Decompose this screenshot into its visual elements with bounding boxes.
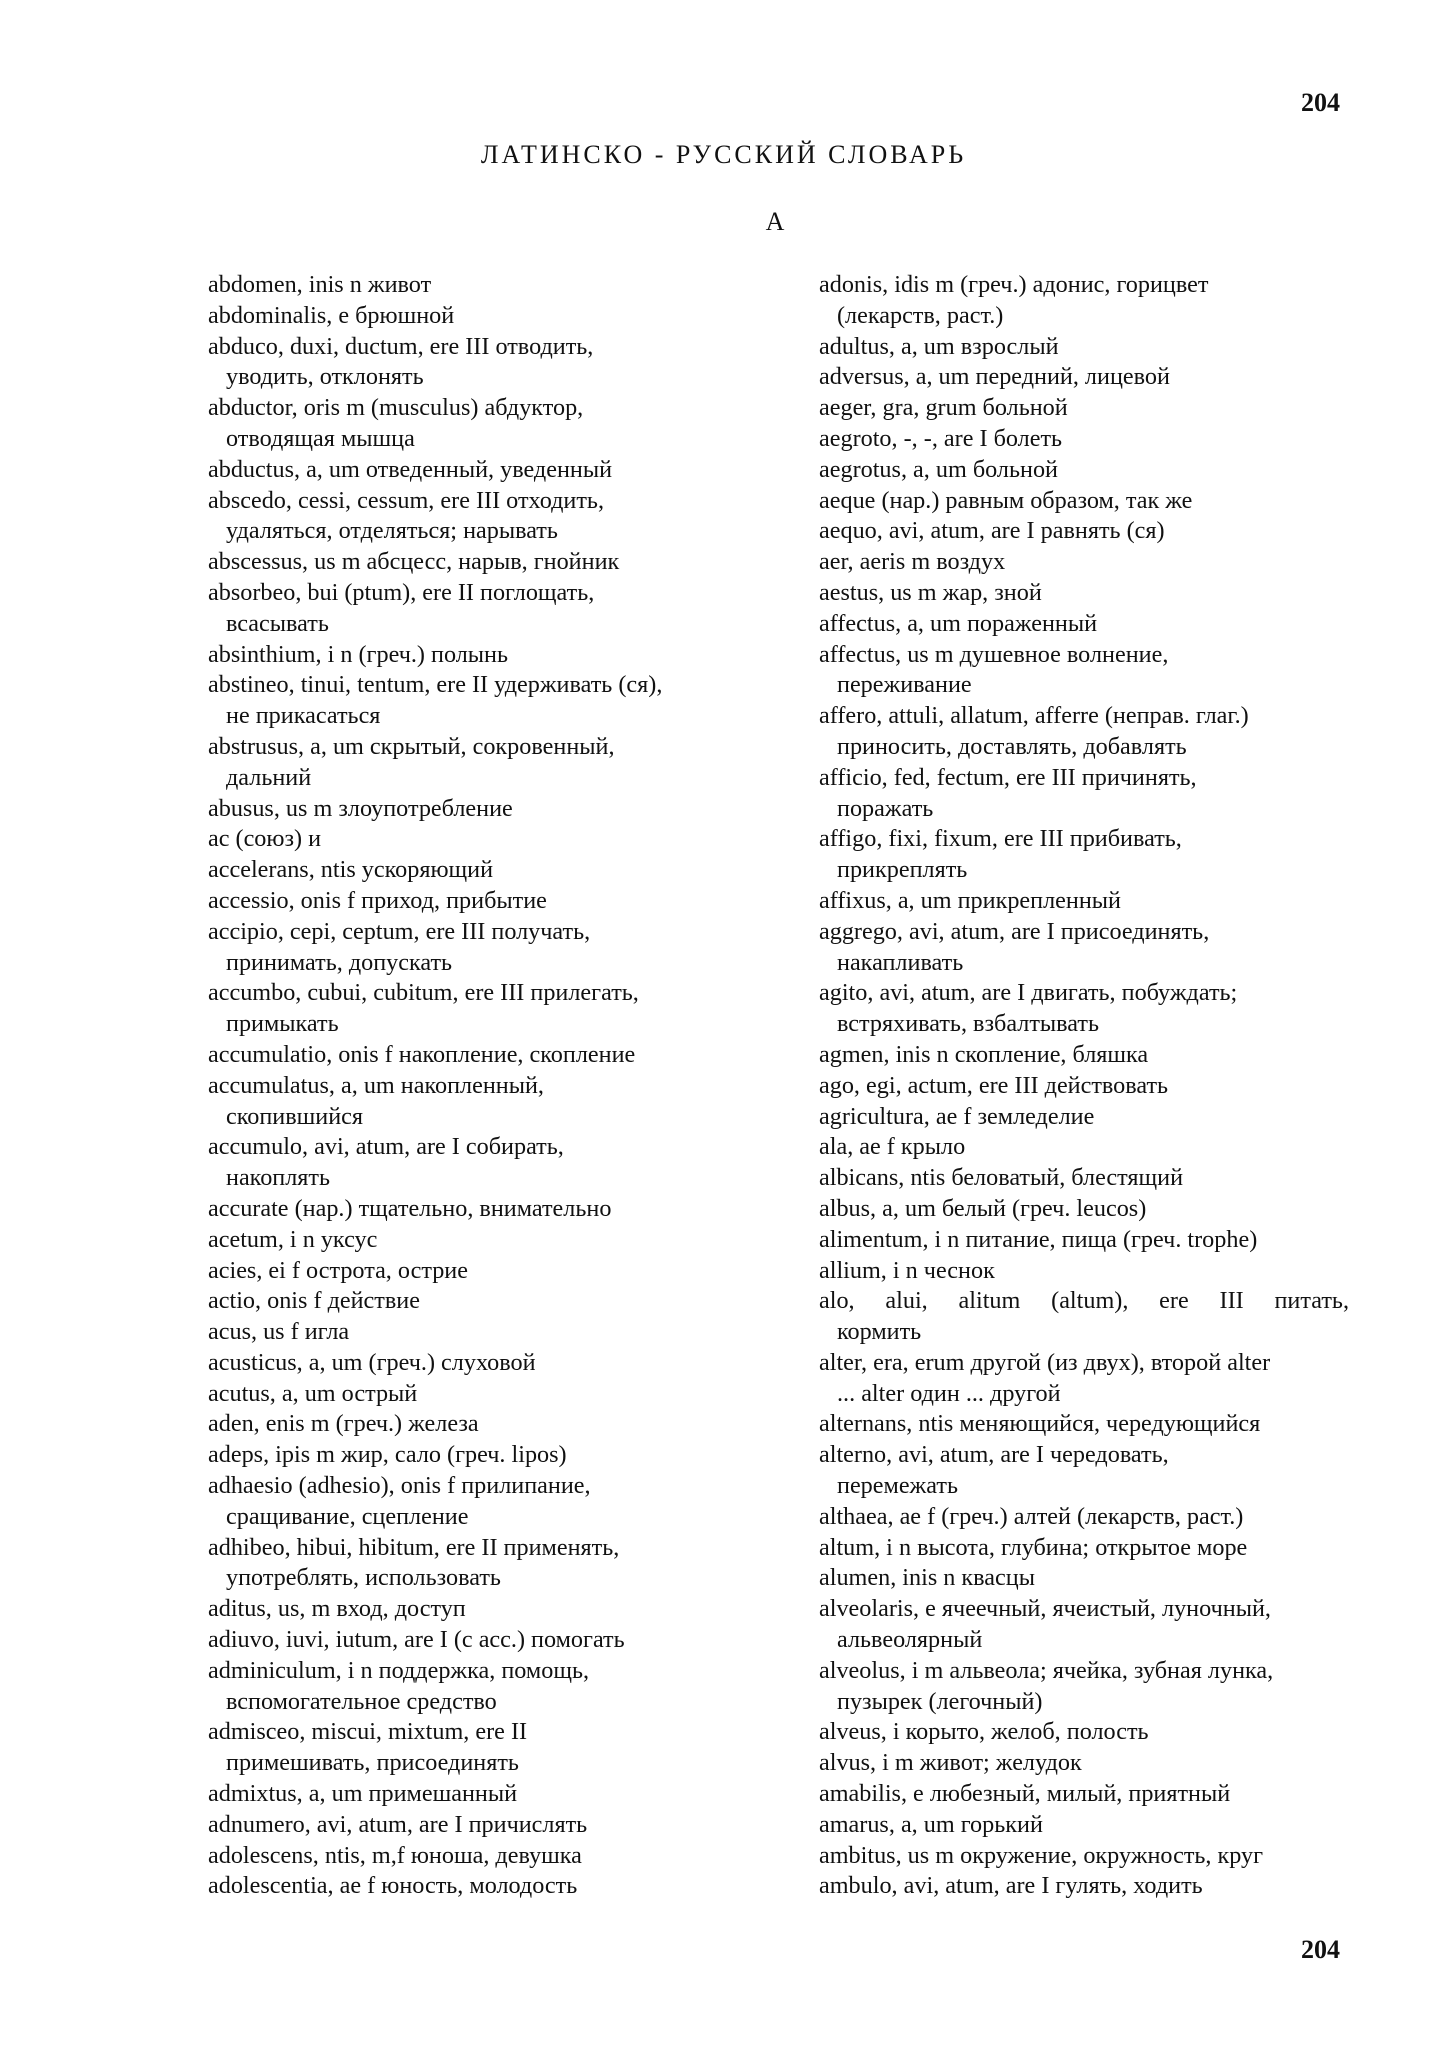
page-number-bottom: 204 [1301, 1935, 1340, 1964]
entry-continuation: альвеолярный [837, 1626, 983, 1654]
dictionary-entry [819, 1163, 1349, 1194]
page-title: ЛАТИНСКО - РУССКИЙ СЛОВАРЬ [480, 140, 967, 169]
entry-headline: adolescentia, ae f юность, молодость [208, 1872, 578, 1900]
dictionary-entry [208, 1132, 748, 1194]
entry-headline: ambulo, avi, atum, are I гулять, ходить [819, 1872, 1203, 1900]
dictionary-entry [208, 1440, 748, 1471]
entry-headline: aggrego, avi, atum, are I присоединять, [819, 917, 1210, 945]
entry-headline: albus, a, um белый (греч. leucos) [819, 1194, 1147, 1222]
entry-headline: accumulo, avi, atum, are I собирать, [208, 1133, 564, 1161]
entry-headline: accurate (нар.) тщательно, внимательно [208, 1194, 612, 1222]
dictionary-entry [208, 332, 748, 394]
section-letter: А [765, 207, 785, 236]
dictionary-entry [819, 1040, 1349, 1071]
entry-headline: abusus, us m злоупотребление [208, 794, 513, 822]
entry-continuation: пузырек (легочный) [837, 1687, 1043, 1715]
entry-headline: aer, aeris m воздух [819, 548, 1006, 576]
dictionary-entry [208, 1810, 748, 1841]
dictionary-entry [819, 1502, 1349, 1533]
dictionary-entry [208, 1471, 748, 1533]
entry-headline: affigo, fixi, fixum, ere III прибивать, [819, 825, 1182, 853]
entry-continuation: примыкать [226, 1010, 339, 1038]
dictionary-entry [819, 1102, 1349, 1133]
entry-headline: agmen, inis n скопление, бляшка [819, 1040, 1149, 1068]
dictionary-entry [819, 1810, 1349, 1841]
dictionary-entry [208, 1841, 748, 1872]
dictionary-entry [819, 640, 1349, 702]
entry-headline: adhibeo, hibui, hibitum, ere II применять, [208, 1533, 620, 1561]
entry-headline: aegrotus, a, um больной [819, 455, 1058, 483]
page-number-top: 204 [1301, 88, 1340, 117]
entry-headline: aeger, gra, grum больной [819, 394, 1068, 422]
entry-headline: ac (союз) и [208, 825, 322, 853]
dictionary-entry [208, 1256, 748, 1287]
entry-continuation: приносить, доставлять, добавлять [837, 732, 1187, 760]
entry-headline: alternans, ntis меняющийся, чередующийся [819, 1410, 1261, 1438]
dictionary-entry [819, 763, 1349, 825]
entry-continuation: скопившийся [226, 1102, 364, 1130]
entry-headline: abductus, a, um отведенный, уведенный [208, 455, 613, 483]
dictionary-entry [819, 824, 1349, 886]
entry-headline: aeque (нар.) равным образом, так же [819, 486, 1193, 514]
entry-headline: affectus, us m душевное волнение, [819, 640, 1169, 668]
entry-headline: agricultura, ae f земледелие [819, 1102, 1095, 1130]
entry-continuation: накоплять [226, 1164, 331, 1192]
dictionary-entry [819, 917, 1349, 979]
entry-headline: alo, alui, alitum (altum), ere III питать, [819, 1287, 1349, 1315]
dictionary-entry [208, 1071, 748, 1133]
entry-headline: alter, era, erum другой (из двух), второй alter [819, 1348, 1271, 1376]
dictionary-entry [208, 1533, 748, 1595]
entry-headline: alterno, avi, atum, are I чередовать, [819, 1441, 1169, 1469]
entry-continuation: встряхивать, взбалтывать [837, 1010, 1099, 1038]
entry-headline: adonis, idis m (греч.) адонис, горицвет [819, 271, 1209, 298]
dictionary-entry [819, 978, 1349, 1040]
entry-headline: affero, attuli, allatum, afferre (неправ. глаг.) [819, 702, 1249, 730]
dictionary-entry [208, 1409, 748, 1440]
entry-continuation: вспомогательное средство [226, 1687, 497, 1715]
dictionary-entry [819, 1748, 1349, 1779]
dictionary-entry [819, 486, 1349, 517]
dictionary-entry [208, 270, 748, 301]
dictionary-entry [208, 1286, 748, 1317]
dictionary-entry [819, 1779, 1349, 1810]
entry-headline: adolescens, ntis, m,f юноша, девушка [208, 1841, 582, 1869]
entry-headline: alveolaris, e ячеечный, ячеистый, луночный, [819, 1595, 1271, 1623]
entry-headline: allium, i n чеснок [819, 1256, 995, 1284]
entry-headline: acies, ei f острота, острие [208, 1256, 468, 1284]
dictionary-entry [819, 1286, 1349, 1348]
dictionary-entry [208, 1656, 748, 1718]
entry-headline: aditus, us, m вход, доступ [208, 1595, 466, 1623]
entry-headline: abdomen, inis n живот [208, 271, 432, 298]
dictionary-entry [819, 1717, 1349, 1748]
dictionary-entry [208, 1594, 748, 1625]
entry-continuation: (лекарств, раст.) [837, 301, 1004, 329]
dictionary-entry [208, 640, 748, 671]
dictionary-entry [819, 424, 1349, 455]
dictionary-entry [208, 1348, 748, 1379]
dictionary-entry [819, 393, 1349, 424]
dictionary-entry [208, 1379, 748, 1410]
dictionary-entry [819, 1348, 1349, 1410]
dictionary-entry [208, 1225, 748, 1256]
entry-continuation: перемежать [837, 1472, 958, 1500]
entry-headline: aequo, avi, atum, are I равнять (ся) [819, 517, 1165, 545]
dictionary-entry [208, 855, 748, 886]
dictionary-entry [208, 486, 748, 548]
entry-headline: admixtus, a, um примешанный [208, 1780, 518, 1808]
dictionary-entry [819, 578, 1349, 609]
dictionary-entry [819, 1563, 1349, 1594]
entry-headline: albicans, ntis беловатый, блестящий [819, 1164, 1184, 1192]
entry-headline: abductor, oris m (musculus) абдуктор, [208, 394, 584, 422]
entry-headline: altum, i n высота, глубина; открытое море [819, 1533, 1248, 1561]
entry-headline: accelerans, ntis ускоряющий [208, 856, 494, 884]
entry-continuation: примешивать, присоединять [226, 1749, 519, 1777]
entry-headline: aestus, us m жар, зной [819, 578, 1042, 606]
entry-continuation: сращивание, сцепление [226, 1502, 469, 1530]
entry-headline: abstrusus, a, um скрытый, сокровенный, [208, 732, 615, 760]
entry-headline: afficio, fed, fectum, ere III причинять, [819, 763, 1197, 791]
entry-headline: alimentum, i n питание, пища (греч. trophe) [819, 1225, 1258, 1253]
dictionary-entry [208, 917, 748, 979]
entry-headline: absorbeo, bui (ptum), ere II поглощать, [208, 578, 595, 606]
dictionary-entry [208, 1625, 748, 1656]
dictionary-entry [208, 578, 748, 640]
dictionary-entry [208, 1040, 748, 1071]
entry-headline: abscessus, us m абсцесс, нарыв, гнойник [208, 548, 620, 576]
entry-headline: aegroto, -, -, are I болеть [819, 424, 1063, 452]
entry-headline: amarus, a, um горький [819, 1810, 1043, 1838]
entry-headline: abdominalis, e брюшной [208, 301, 455, 329]
dictionary-entry [819, 886, 1349, 917]
dictionary-entry [208, 1871, 748, 1902]
entry-headline: adminiculum, i n поддержка, помощь, [208, 1656, 590, 1684]
dictionary-column-left [208, 270, 748, 1902]
dictionary-entry [819, 1409, 1349, 1440]
dictionary-entry [819, 701, 1349, 763]
dictionary-entry [819, 1225, 1349, 1256]
dictionary-entry [208, 547, 748, 578]
entry-headline: affixus, a, um прикрепленный [819, 886, 1122, 914]
dictionary-entry [819, 1594, 1349, 1656]
entry-headline: actio, onis f действие [208, 1287, 420, 1315]
entry-headline: alveolus, i m альвеола; ячейка, зубная лунка, [819, 1656, 1274, 1684]
entry-headline: adeps, ipis m жир, сало (греч. lipos) [208, 1441, 567, 1469]
entry-continuation: всасывать [226, 609, 329, 637]
dictionary-entry [819, 362, 1349, 393]
entry-headline: abduco, duxi, ductum, ere III отводить, [208, 332, 594, 360]
dictionary-entry [819, 547, 1349, 578]
entry-headline: aden, enis m (греч.) железа [208, 1410, 479, 1438]
entry-headline: affectus, a, um пораженный [819, 609, 1098, 637]
dictionary-entry [819, 1256, 1349, 1287]
dictionary-entry [208, 1717, 748, 1779]
entry-headline: acetum, i n уксус [208, 1225, 378, 1253]
entry-continuation: не прикасаться [226, 702, 381, 730]
dictionary-entry [819, 1132, 1349, 1163]
entry-continuation: отводящая мышца [226, 424, 415, 452]
entry-headline: adhaesio (adhesio), onis f прилипание, [208, 1472, 591, 1500]
dictionary-entry [208, 455, 748, 486]
entry-continuation: кормить [837, 1318, 922, 1346]
entry-headline: accumbo, cubui, cubitum, ere III прилегать, [208, 979, 639, 1007]
entry-headline: ala, ae f крыло [819, 1133, 966, 1161]
entry-continuation: прикреплять [837, 856, 968, 884]
entry-continuation: принимать, допускать [226, 948, 453, 976]
entry-continuation: накапливать [837, 948, 964, 976]
entry-headline: acutus, a, um острый [208, 1379, 418, 1407]
entry-headline: acus, us f игла [208, 1318, 350, 1346]
dictionary-entry [208, 393, 748, 455]
dictionary-entry [208, 732, 748, 794]
entry-continuation: поражать [837, 794, 934, 822]
entry-headline: alveus, i корыто, желоб, полость [819, 1718, 1149, 1746]
entry-continuation: дальний [226, 763, 312, 791]
entry-headline: althaea, ae f (греч.) алтей (лекарств, раст.) [819, 1502, 1244, 1530]
entry-headline: alumen, inis n квасцы [819, 1564, 1035, 1592]
dictionary-entry [819, 455, 1349, 486]
dictionary-entry [208, 824, 748, 855]
entry-headline: abscedo, cessi, cessum, ere III отходить, [208, 486, 604, 514]
dictionary-entry [819, 1656, 1349, 1718]
entry-continuation: ... alter один ... другой [837, 1379, 1061, 1407]
entry-continuation: переживание [837, 671, 972, 699]
dictionary-entry [819, 1194, 1349, 1225]
dictionary-entry [819, 1440, 1349, 1502]
entry-headline: accipio, cepi, ceptum, ere III получать, [208, 917, 591, 945]
entry-headline: abstineo, tinui, tentum, ere II удерживать (ся), [208, 671, 663, 699]
entry-headline: adnumero, avi, atum, are I причислять [208, 1810, 588, 1838]
entry-headline: accumulatus, a, um накопленный, [208, 1071, 544, 1099]
dictionary-entry [208, 301, 748, 332]
dictionary-column-right [819, 270, 1349, 1902]
dictionary-entry [819, 609, 1349, 640]
dictionary-entry [819, 1871, 1349, 1902]
entry-continuation: уводить, отклонять [226, 363, 424, 391]
dictionary-entry [208, 1317, 748, 1348]
dictionary-entry [208, 978, 748, 1040]
entry-headline: admisceo, miscui, mixtum, ere II [208, 1718, 528, 1746]
dictionary-entry [819, 1533, 1349, 1564]
dictionary-entry [208, 1779, 748, 1810]
dictionary-entry [208, 1194, 748, 1225]
dictionary-entry [819, 1841, 1349, 1872]
entry-headline: ago, egi, actum, ere III действовать [819, 1071, 1169, 1099]
entry-headline: alvus, i m живот; желудок [819, 1749, 1082, 1777]
entry-headline: amabilis, e любезный, милый, приятный [819, 1780, 1231, 1808]
dictionary-entry [819, 1071, 1349, 1102]
entry-headline: acusticus, a, um (греч.) слуховой [208, 1348, 536, 1376]
entry-headline: agito, avi, atum, are I двигать, побуждать; [819, 979, 1238, 1007]
entry-continuation: употреблять, использовать [226, 1564, 501, 1592]
entry-headline: accessio, onis f приход, прибытие [208, 886, 547, 914]
entry-continuation: удаляться, отделяться; нарывать [226, 517, 558, 545]
entry-headline: absinthium, i n (греч.) полынь [208, 640, 509, 668]
dictionary-entry [208, 794, 748, 825]
entry-headline: adultus, a, um взрослый [819, 332, 1059, 360]
dictionary-entry [819, 332, 1349, 363]
entry-headline: ambitus, us m окружение, окружность, круг [819, 1841, 1264, 1869]
dictionary-entry [208, 670, 748, 732]
dictionary-entry [819, 516, 1349, 547]
dictionary-entry [208, 886, 748, 917]
entry-headline: adiuvo, iuvi, iutum, are I (с acc.) помогать [208, 1626, 625, 1654]
entry-headline: adversus, a, um передний, лицевой [819, 363, 1170, 391]
dictionary-entry [819, 270, 1349, 332]
entry-headline: accumulatio, onis f накопление, скопление [208, 1040, 636, 1068]
